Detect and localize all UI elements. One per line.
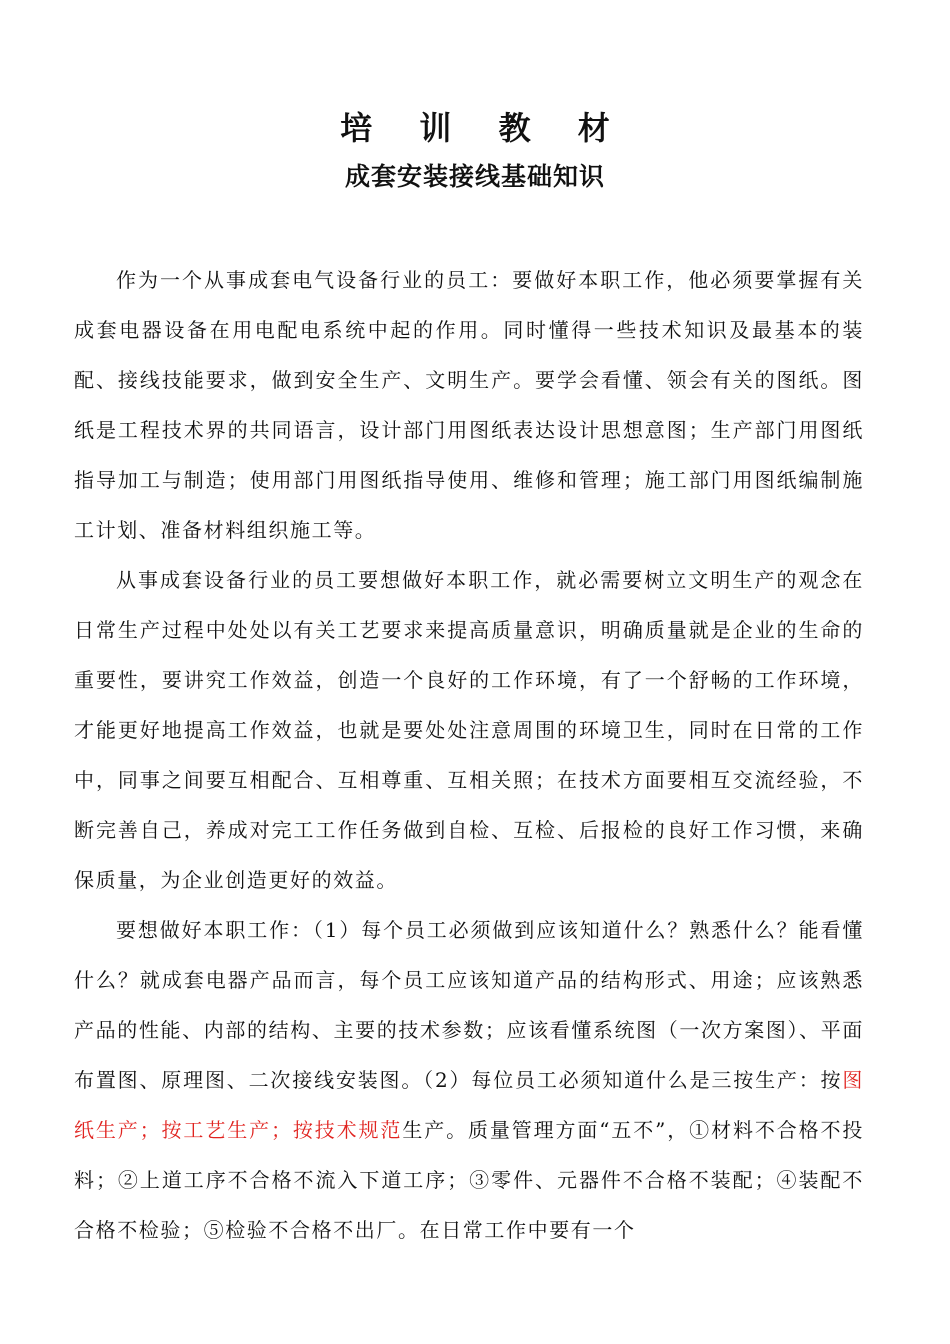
document-subtitle: 成套安装接线基础知识 xyxy=(344,162,605,191)
paragraph-1: 作为一个从事成套电气设备行业的员工：要做好本职工作，他必须要掌握有关成套电器设备在用电配电系统中起的作用。同时懂得一些技术知识及最基本的装配、接线技能要求，做到安全生产、文明生产。要学会看懂、领会有关的图纸。图纸是工程技术界的共同语言，设计部门用图纸表达设计思想意图；生产部门用图纸指导加工与制造；使用部门用图纸指导使用、维修和管理；施工部门用图纸编制施工计划、准备材料组织施工等。 xyxy=(74,268,864,542)
document-body xyxy=(74,255,864,1255)
paragraph-3-text-end: 生产。质量管理方面“五不”，①材料不合格不投料；②上道工序不合格不流入下道工序；③零件、元器件不合格不装配；④装配不合格不检验；⑤检验不合格不出厂。在日常工作中要有一个 xyxy=(74,1118,864,1242)
document-title: 培 训 教 材 xyxy=(340,109,628,147)
paragraph-3-highlighted-text: 图纸生产；按工艺生产；按技术规范 xyxy=(74,1068,864,1142)
paragraph-3 xyxy=(74,905,864,1255)
paragraph-3-text-start: 要想做好本职工作：（1）每个员工必须做到应该知道什么？熟悉什么？能看懂什么？就成套电器产品而言，每个员工应该知道产品的结构形式、用途；应该熟悉产品的性能、内部的结构、主要的技术参数；应该看懂系统图（一次方案图）、平面布置图、原理图、二次接线安装图。（2）每位员工必须知道什么是三按生产：按 xyxy=(74,918,864,1092)
paragraph-2: 从事成套设备行业的员工要想做好本职工作，就必需要树立文明生产的观念在日常生产过程中处处以有关工艺要求来提高质量意识，明确质量就是企业的生命的重要性，要讲究工作效益，创造一个良好的工作环境，有了一个舒畅的工作环境，才能更好地提高工作效益，也就是要处处注意周围的环境卫生，同时在日常的工作中，同事之间要互相配合、互相尊重、互相关照；在技术方面要相互交流经验，不断完善自己，养成对完工工作任务做到自检、互检、后报检的良好工作习惯，来确保质量，为企业创造更好的效益。 xyxy=(74,568,864,892)
